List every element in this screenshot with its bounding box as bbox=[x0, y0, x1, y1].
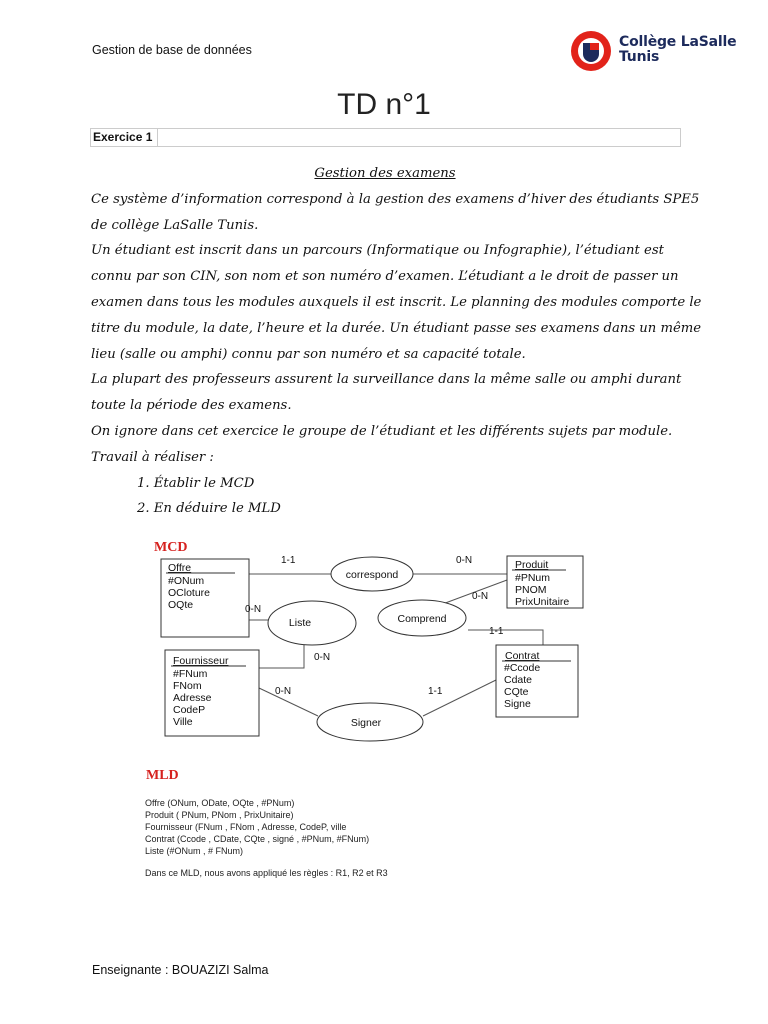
exercise-body bbox=[91, 161, 702, 522]
entity-attribute: FNom bbox=[173, 680, 202, 692]
entity-attribute: CQte bbox=[504, 686, 529, 698]
entity-offre-name: Offre bbox=[168, 562, 192, 574]
cardinality-label: 0-N bbox=[275, 686, 292, 697]
entity-attribute: Cdate bbox=[504, 674, 533, 686]
paragraph-line: lieu (salle ou amphi) connu par son numéro et sa capacité totale. bbox=[91, 346, 526, 362]
cardinality-label: 0-N bbox=[472, 591, 489, 602]
assoc-signer-label: Signer bbox=[350, 717, 382, 729]
task-item: 1. Établir le MCD bbox=[137, 475, 255, 491]
paragraph-line: Ce système d’information correspond à la gestion des examens d’hiver des étudiants SPE5 bbox=[91, 191, 700, 207]
entity-attribute: Signe bbox=[504, 698, 531, 710]
cardinality-label: 1-1 bbox=[428, 686, 443, 697]
entity-produit-name: Produit bbox=[515, 559, 549, 571]
exercise-subtitle: Gestion des examens bbox=[314, 166, 456, 181]
page-title: TD n°1 bbox=[337, 88, 431, 121]
college-logo bbox=[569, 29, 739, 75]
entity-attribute: #ONum bbox=[168, 575, 205, 587]
assoc-liste-ellipse bbox=[268, 601, 356, 645]
mcd-heading: MCD bbox=[154, 540, 188, 555]
entity-contrat-name: Contrat bbox=[505, 650, 540, 662]
assoc-liste-label: Liste bbox=[288, 617, 312, 629]
header-subject: Gestion de base de données bbox=[92, 43, 252, 57]
entity-attribute: #PNum bbox=[515, 572, 551, 584]
entity-attribute: #FNum bbox=[173, 668, 208, 680]
entity-fournisseur-name: Fournisseur bbox=[173, 655, 229, 667]
entity-attribute: OCloture bbox=[168, 587, 211, 599]
mld-line: Offre (ONum, ODate, OQte , #PNum) bbox=[145, 798, 295, 808]
cardinality-label: 1-1 bbox=[489, 626, 504, 637]
entity-attribute: #Ccode bbox=[504, 662, 541, 674]
paragraph-line: toute la période des examens. bbox=[91, 398, 292, 414]
paragraph-line: On ignore dans cet exercice le groupe de l’étudiant et les différents sujets par module. bbox=[91, 423, 673, 439]
mld-line: Contrat (Ccode , CDate, CQte , signé , #PNum, #FNum) bbox=[145, 834, 370, 844]
link-liste-fournisseur bbox=[259, 645, 304, 668]
college-logo-icon bbox=[569, 29, 617, 75]
exercise-header-box bbox=[90, 128, 681, 147]
cardinality-label: 0-N bbox=[456, 555, 473, 566]
cardinality-label: 0-N bbox=[314, 652, 331, 663]
entity-attribute: CodeP bbox=[173, 704, 206, 716]
entity-attribute: Adresse bbox=[173, 692, 212, 704]
entity-attribute: Ville bbox=[173, 716, 193, 728]
assoc-comprend-label: Comprend bbox=[397, 613, 447, 625]
mld-line: Produit ( PNum, PNom , PrixUnitaire) bbox=[145, 810, 294, 820]
paragraph-line: Travail à réaliser : bbox=[91, 449, 214, 465]
cardinality-label: 1-1 bbox=[281, 555, 296, 566]
mld-line: Dans ce MLD, nous avons appliqué les règles : R1, R2 et R3 bbox=[145, 868, 388, 878]
mld-line: Liste (#ONum , # FNum) bbox=[145, 846, 244, 856]
entity-attribute: OQte bbox=[168, 599, 194, 611]
task-item: 2. En déduire le MLD bbox=[137, 501, 281, 517]
mld-line: Fournisseur (FNum , FNom , Adresse, CodeP, ville bbox=[145, 822, 347, 832]
assoc-correspond-label: correspond bbox=[345, 569, 399, 581]
paragraph-line: examen dans tous les modules auxquels il est inscrit. Le planning des modules comporte le bbox=[91, 294, 702, 310]
entity-attribute: PrixUnitaire bbox=[515, 596, 570, 608]
paragraph-line: La plupart des professeurs assurent la surveillance dans la même salle ou amphi durant bbox=[91, 372, 682, 388]
logo-name-line2: Tunis bbox=[619, 49, 660, 65]
paragraph-line: Un étudiant est inscrit dans un parcours (Informatique ou Infographie), l’étudiant est bbox=[91, 243, 664, 259]
exercise-label: Exercice 1 bbox=[92, 129, 158, 146]
mcd-mld-figure bbox=[0, 530, 768, 890]
entity-attribute: PNOM bbox=[515, 584, 547, 596]
mld-heading: MLD bbox=[146, 768, 179, 783]
paragraph-line: de collège LaSalle Tunis. bbox=[91, 217, 259, 233]
paragraph-line: connu par son CIN, son nom et son numéro d’examen. L’étudiant a le droit de passer un bbox=[91, 269, 679, 285]
footer-teacher: Enseignante : BOUAZIZI Salma bbox=[92, 963, 269, 977]
cardinality-label: 0-N bbox=[245, 604, 262, 615]
paragraph-line: titre du module, la date, l’heure et la durée. Un étudiant passe ses examens dans un même bbox=[91, 320, 702, 336]
link-comprend-contrat bbox=[468, 630, 543, 645]
logo-name-line1: Collège LaSalle bbox=[619, 34, 737, 50]
